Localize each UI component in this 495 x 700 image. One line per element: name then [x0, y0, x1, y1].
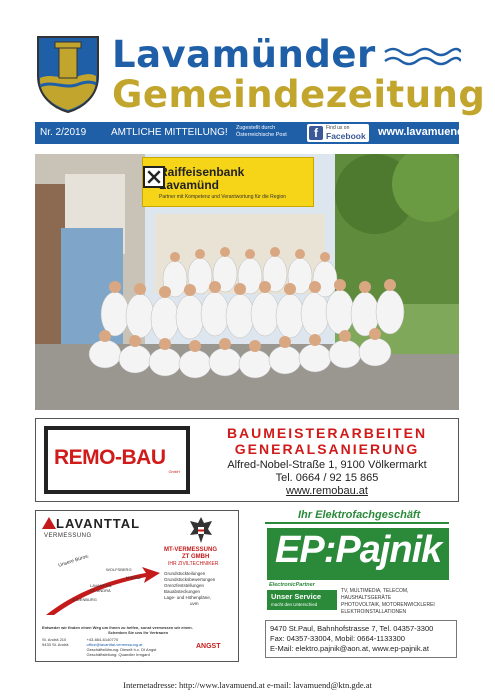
banner-line2: Lavamünd: [159, 178, 220, 192]
town-murau: MURAU: [126, 575, 141, 580]
pajnik-categories: TV, MULTIMEDIA, TELECOM, HAUSHALTSGERÄTE PHOTOVOLTAIK, MOTORENWICKLEREI ELEKTROINSTALLATIONEN: [341, 588, 435, 615]
company-tagline: IHR ZIVILTECHNIKER: [168, 561, 219, 567]
remo-headline-1: BAUMEISTERARBEITEN: [226, 425, 428, 441]
issue-number: Nr. 2/2019: [40, 127, 87, 138]
raiffeisen-banner: [142, 157, 314, 207]
page-footer: Internetadresse: http://www.lavamuend.at e-mail: lavamuend@ktn.gde.at: [123, 680, 372, 690]
official-notice: AMTLICHE MITTEILUNG!: [111, 127, 228, 138]
offices-label: Unsere Büros:: [57, 553, 90, 569]
postal-note: Zugestellt durch Österreichische Post: [236, 125, 287, 138]
town-judenburg: JUDENBURG: [72, 597, 97, 602]
electronic-partner-label: ElectronicPartner: [269, 582, 315, 588]
remo-headline-2: GENERALSANIERUNG: [234, 441, 420, 457]
town-lavanttal: LAVANTTAL: [90, 583, 113, 588]
pajnik-address: 9470 St.Paul, Bahnhofstrasse 7, Tel. 04357-3300: [270, 624, 434, 633]
remo-address: Alfred-Nobel-Straße 1, 9100 Völkermarkt: [227, 459, 427, 471]
company-form: ZT GMBH: [182, 554, 210, 560]
website-link[interactable]: www.lavamuend.at: [378, 126, 477, 138]
ep-pajnik-ad: [255, 510, 459, 662]
waves-icon: [383, 44, 461, 70]
pajnik-fax-mobile: Fax: 04357-33004, Mobil: 0664-1133300: [270, 634, 405, 643]
town-wolfsberg: WOLFSBERG: [106, 567, 132, 572]
lavanttal-vermessung-ad: [35, 510, 239, 662]
masthead-title: Lavamünder: [112, 33, 376, 76]
angst-logo: ANGST: [196, 643, 221, 650]
pajnik-email-web: E-Mail: elektro.pajnik@aon.at, www.ep-pajnik.at: [270, 644, 429, 653]
pajnik-top-label: Ihr Elektrofachgeschäft: [265, 510, 449, 524]
facebook-icon: f: [309, 126, 323, 140]
facebook-badge[interactable]: f Find us on Facebook: [307, 124, 369, 142]
lavanttal-subtitle: VERMESSUNG: [44, 533, 92, 539]
municipal-crest-logo: [35, 34, 101, 114]
company-name: MT-VERMESSUNG: [164, 547, 218, 553]
service-badge: Unser Service macht den Unterschied: [267, 590, 337, 610]
lavanttal-brand: LAVANTTAL: [56, 516, 141, 531]
services-list: Grundstückteilungen Grundstücksbewertungen Grenzfeststellungen Bauabsteckungen Lage- und Höhenpläne, uvm: [164, 571, 216, 606]
masthead-subtitle: Gemeindezeitung: [112, 73, 486, 116]
cover-photo: [35, 154, 459, 410]
austrian-eagle-icon: [188, 515, 214, 545]
ep-pajnik-logo: EP:Pajnik: [267, 528, 449, 580]
banner-line1: Raiffeisenbank: [159, 165, 245, 179]
remo-phone: Tel. 0664 / 92 15 865: [275, 472, 379, 484]
town-st-andrae: ST. ANDRÄ: [90, 588, 111, 593]
remo-bau-logo: REMO-BAU GmbH: [44, 426, 190, 494]
remo-website-link[interactable]: www.remobau.at: [286, 485, 368, 497]
remo-bau-ad: [35, 418, 459, 502]
lavanttal-footer: Entweder wir finden einen Weg um ihnen zu helfen, sonst vermessen wir einen. Schenken Sie uns Ihr Vertrauen St. Andrä 210 9433 St. Andrä +43-664-6140770 office@lavanttal-vermessung.at Geschäftsführung: Dieselt h.c. DI Angst Geschäftsleitung: Quandler Irmgard: [42, 625, 193, 657]
raiffeisen-logo-icon: [143, 166, 165, 188]
banner-tagline: Partner mit Kompetenz und Verantwortung für die Region: [159, 194, 287, 200]
pajnik-contact-box: [265, 620, 457, 658]
info-bar: [35, 122, 477, 144]
triangle-logo-icon: [42, 517, 56, 529]
